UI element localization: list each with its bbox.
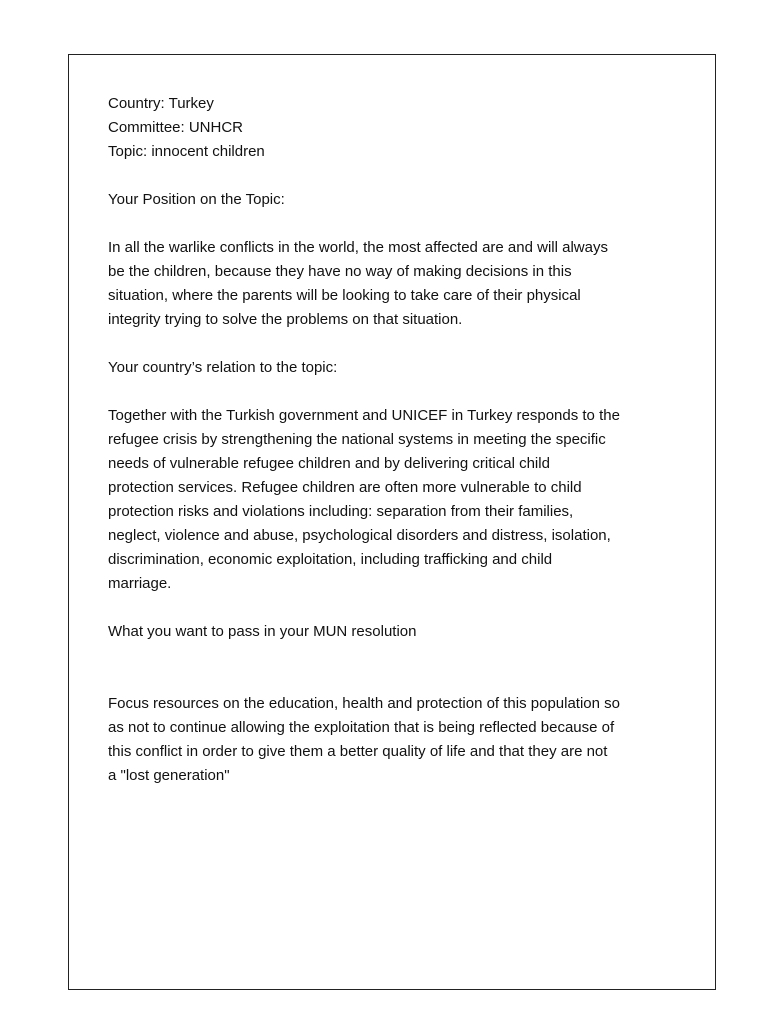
- relation-line: neglect, violence and abuse, psychological disorders and distress, isolation,: [108, 527, 611, 544]
- topic-line: Topic: innocent children: [108, 143, 265, 160]
- spacer: [108, 644, 688, 692]
- position-line: In all the warlike conflicts in the world, the most affected are and will always: [108, 239, 608, 256]
- relation-line: protection services. Refugee children are often more vulnerable to child: [108, 479, 582, 496]
- spacer: [108, 596, 688, 620]
- position-paragraph: [108, 236, 688, 332]
- header-block: [108, 92, 688, 164]
- document-page: [68, 54, 716, 990]
- relation-line: protection risks and violations including: separation from their families,: [108, 503, 574, 520]
- country-line: Country: Turkey: [108, 95, 214, 112]
- position-line: situation, where the parents will be looking to take care of their physical: [108, 287, 581, 304]
- committee-line: Committee: UNHCR: [108, 119, 244, 136]
- resolution-line: this conflict in order to give them a better quality of life and that they are not: [108, 743, 608, 760]
- relation-line: refugee crisis by strengthening the national systems in meeting the specific: [108, 431, 606, 448]
- spacer: [108, 164, 688, 188]
- relation-line: Together with the Turkish government and UNICEF in Turkey responds to the: [108, 407, 620, 424]
- resolution-line: as not to continue allowing the exploitation that is being reflected because of: [108, 719, 615, 736]
- position-heading: Your Position on the Topic:: [108, 191, 285, 208]
- position-line: be the children, because they have no way of making decisions in this: [108, 263, 572, 280]
- position-line: integrity trying to solve the problems on that situation.: [108, 311, 463, 328]
- resolution-line: Focus resources on the education, health and protection of this population so: [108, 695, 620, 712]
- resolution-paragraph: [108, 692, 688, 788]
- spacer: [108, 212, 688, 236]
- resolution-heading: What you want to pass in your MUN resolution: [108, 623, 417, 640]
- resolution-line: a "lost generation": [108, 767, 230, 784]
- relation-line: discrimination, economic exploitation, including trafficking and child: [108, 551, 553, 568]
- document-body: [108, 92, 688, 788]
- relation-line: needs of vulnerable refugee children and by delivering critical child: [108, 455, 550, 472]
- relation-line: marriage.: [108, 575, 172, 592]
- relation-heading: Your country’s relation to the topic:: [108, 359, 338, 376]
- spacer: [108, 332, 688, 356]
- spacer: [108, 380, 688, 404]
- relation-paragraph: [108, 404, 688, 596]
